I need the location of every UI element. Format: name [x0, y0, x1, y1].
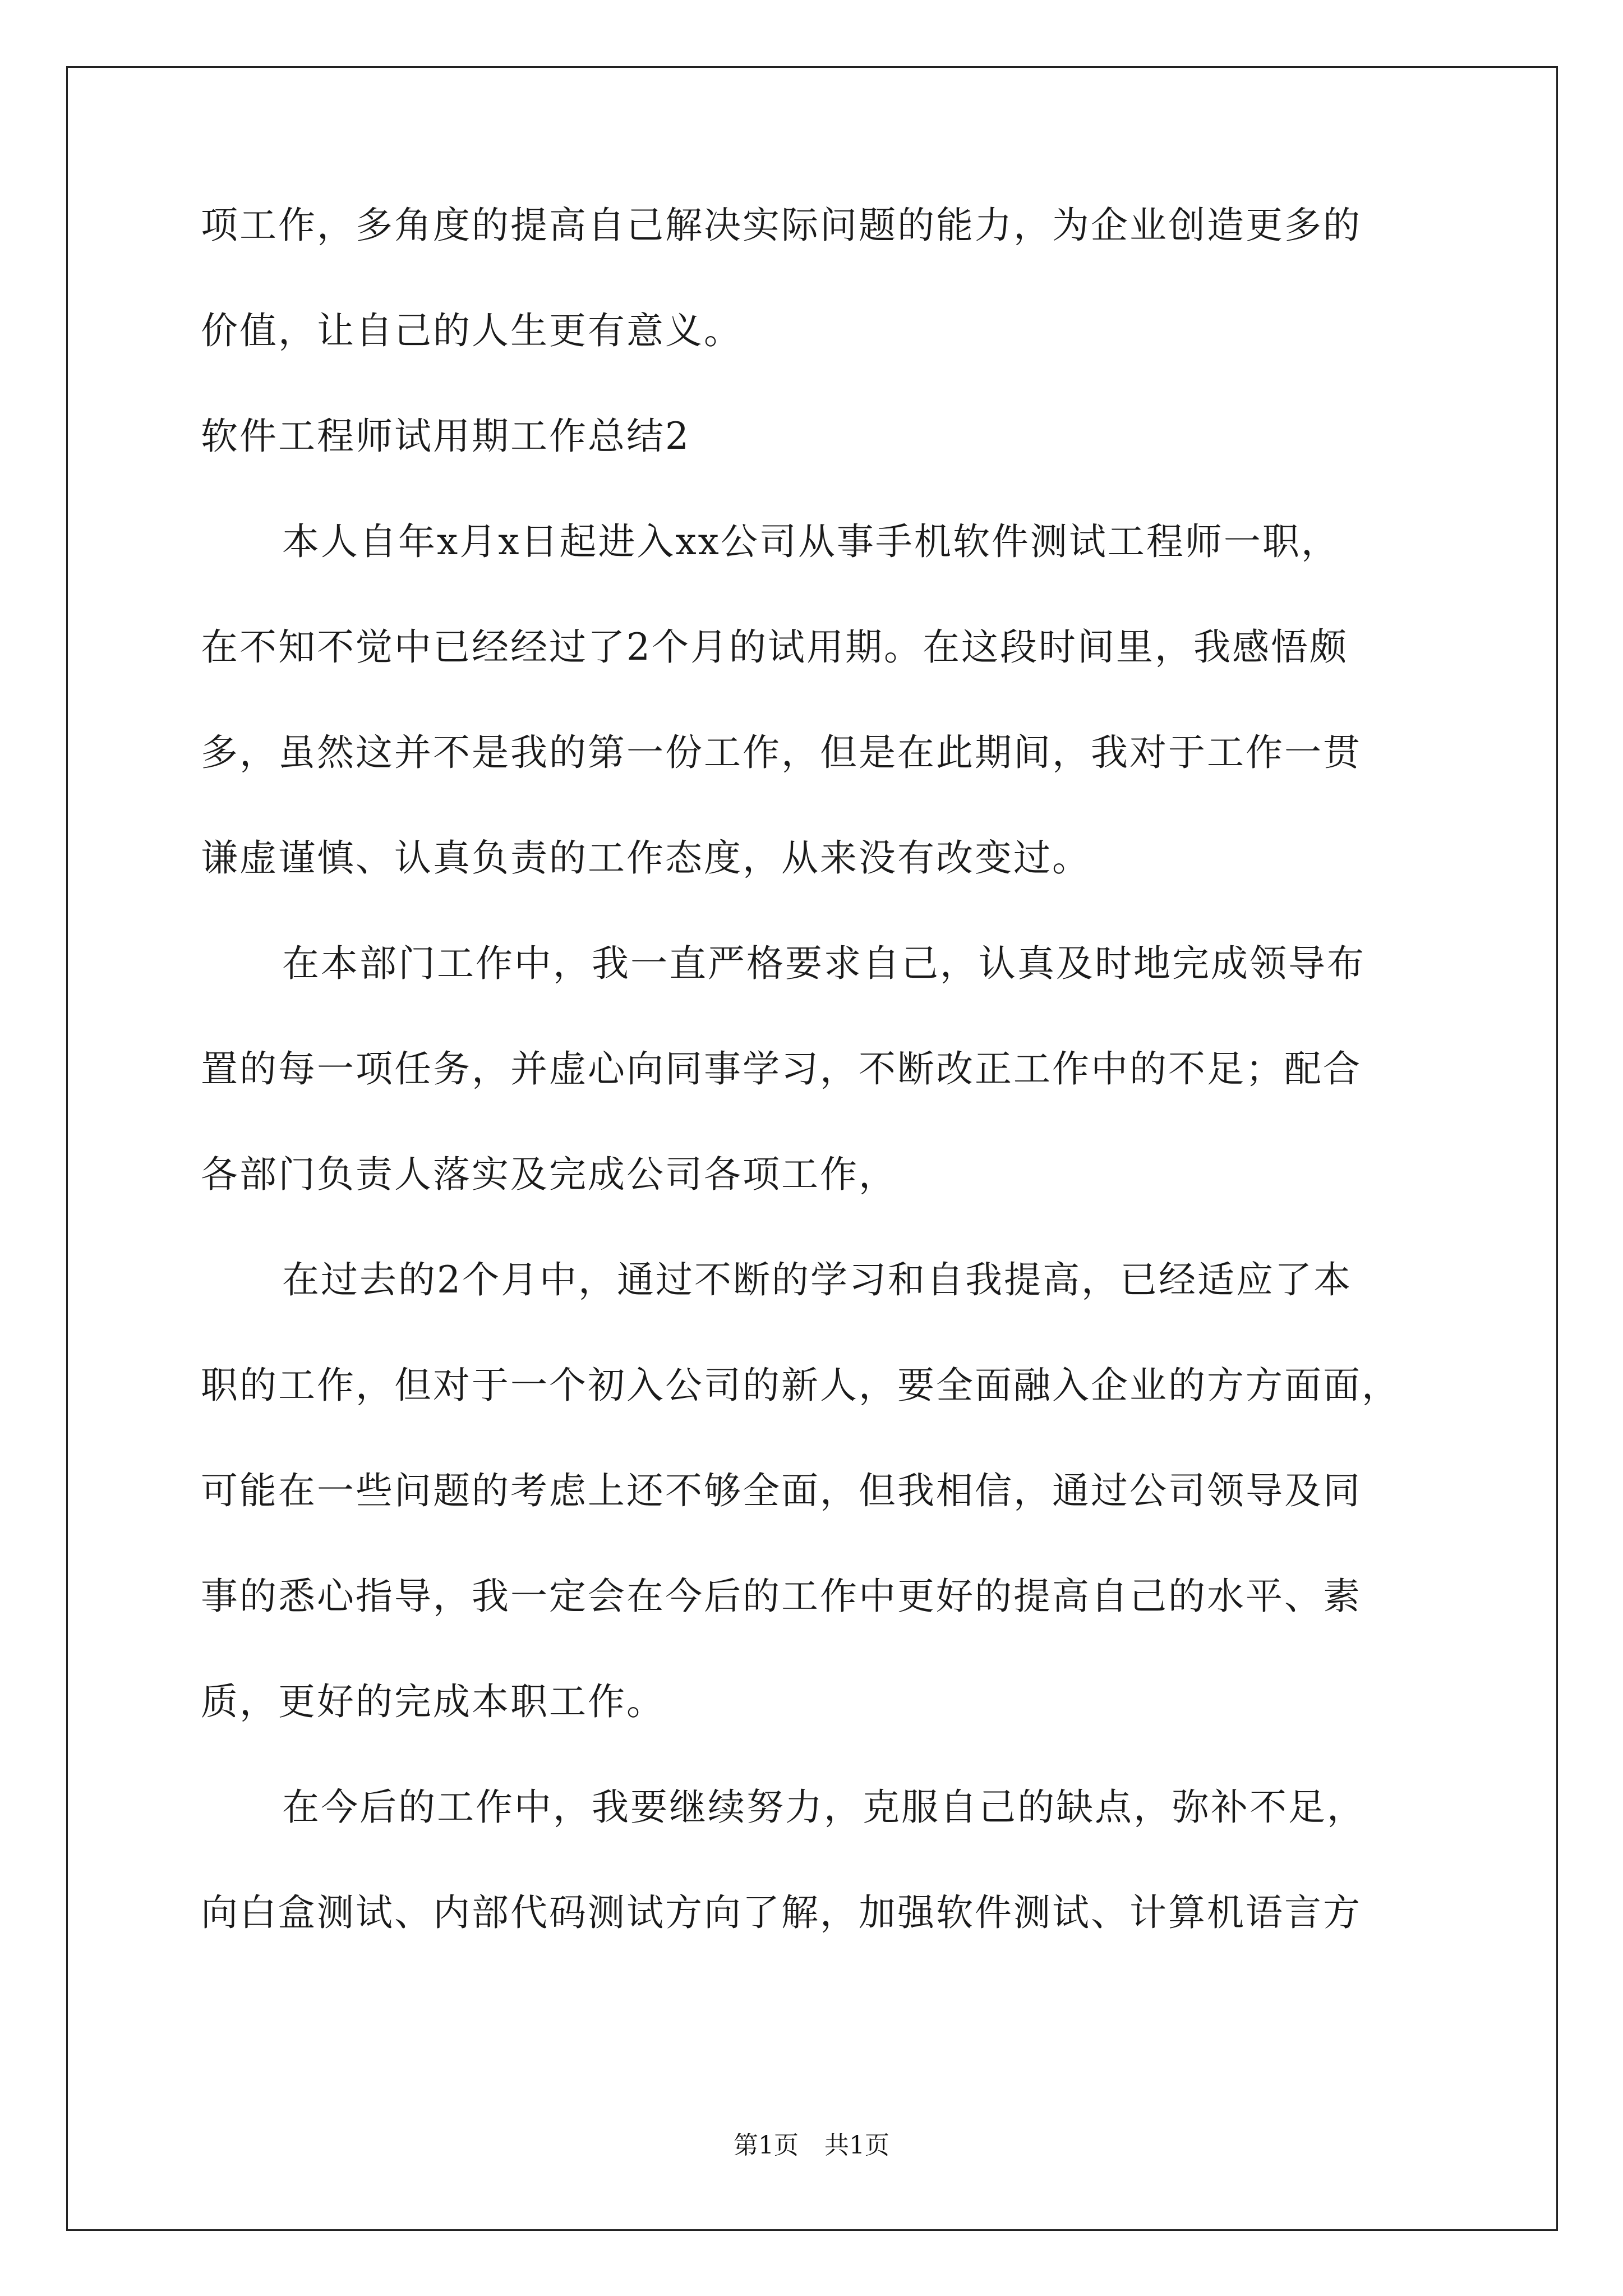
paragraph-line: 本人自年x月x日起进入xx公司从事手机软件测试工程师一职， [282, 520, 1340, 563]
paragraph-line: 向白盒测试、内部代码测试方向了解，加强软件测试、计算机语言方 [201, 1891, 1362, 1934]
paragraph-line: 置的每一项任务，并虚心向同事学习，不断改正工作中的不足；配合 [201, 1047, 1362, 1091]
document-body [201, 201, 1429, 1994]
paragraph-line: 项工作，多角度的提高自己解决实际问题的能力，为企业创造更多的 [201, 204, 1362, 247]
paragraph-line: 可能在一些问题的考虑上还不够全面，但我相信，通过公司领导及同 [201, 1469, 1362, 1512]
section-title: 软件工程师试用期工作总结2 [201, 415, 690, 458]
paragraph-line: 在不知不觉中已经经过了2个月的试用期。在这段时间里，我感悟颇 [201, 625, 1348, 669]
paragraph-line: 在过去的2个月中，通过不断的学习和自我提高，已经适应了本 [282, 1258, 1352, 1301]
paragraph-line: 职的工作，但对于一个初入公司的新人，要全面融入企业的方方面面， [201, 1364, 1400, 1407]
paragraph-line: 多，虽然这并不是我的第一份工作，但是在此期间，我对于工作一贯 [201, 731, 1362, 774]
paragraph-line: 在本部门工作中，我一直严格要求自己，认真及时地完成领导布 [282, 942, 1366, 985]
paragraph-line: 各部门负责人落实及完成公司各项工作， [201, 1153, 897, 1196]
paragraph-line: 在今后的工作中，我要继续努力，克服自己的缺点，弥补不足， [282, 1786, 1366, 1829]
page-number: 第1页 [734, 2131, 799, 2160]
paragraph-line: 事的悉心指导，我一定会在今后的工作中更好的提高自己的水平、素 [201, 1575, 1362, 1618]
paragraph-line: 价值，让自己的人生更有意义。 [201, 309, 743, 352]
page-footer [0, 2129, 1623, 2162]
paragraph-line: 质，更好的完成本职工作。 [201, 1680, 665, 1723]
paragraph-line: 谦虚谨慎、认真负责的工作态度，从来没有改变过。 [201, 836, 1091, 880]
page-total: 共1页 [824, 2131, 889, 2160]
